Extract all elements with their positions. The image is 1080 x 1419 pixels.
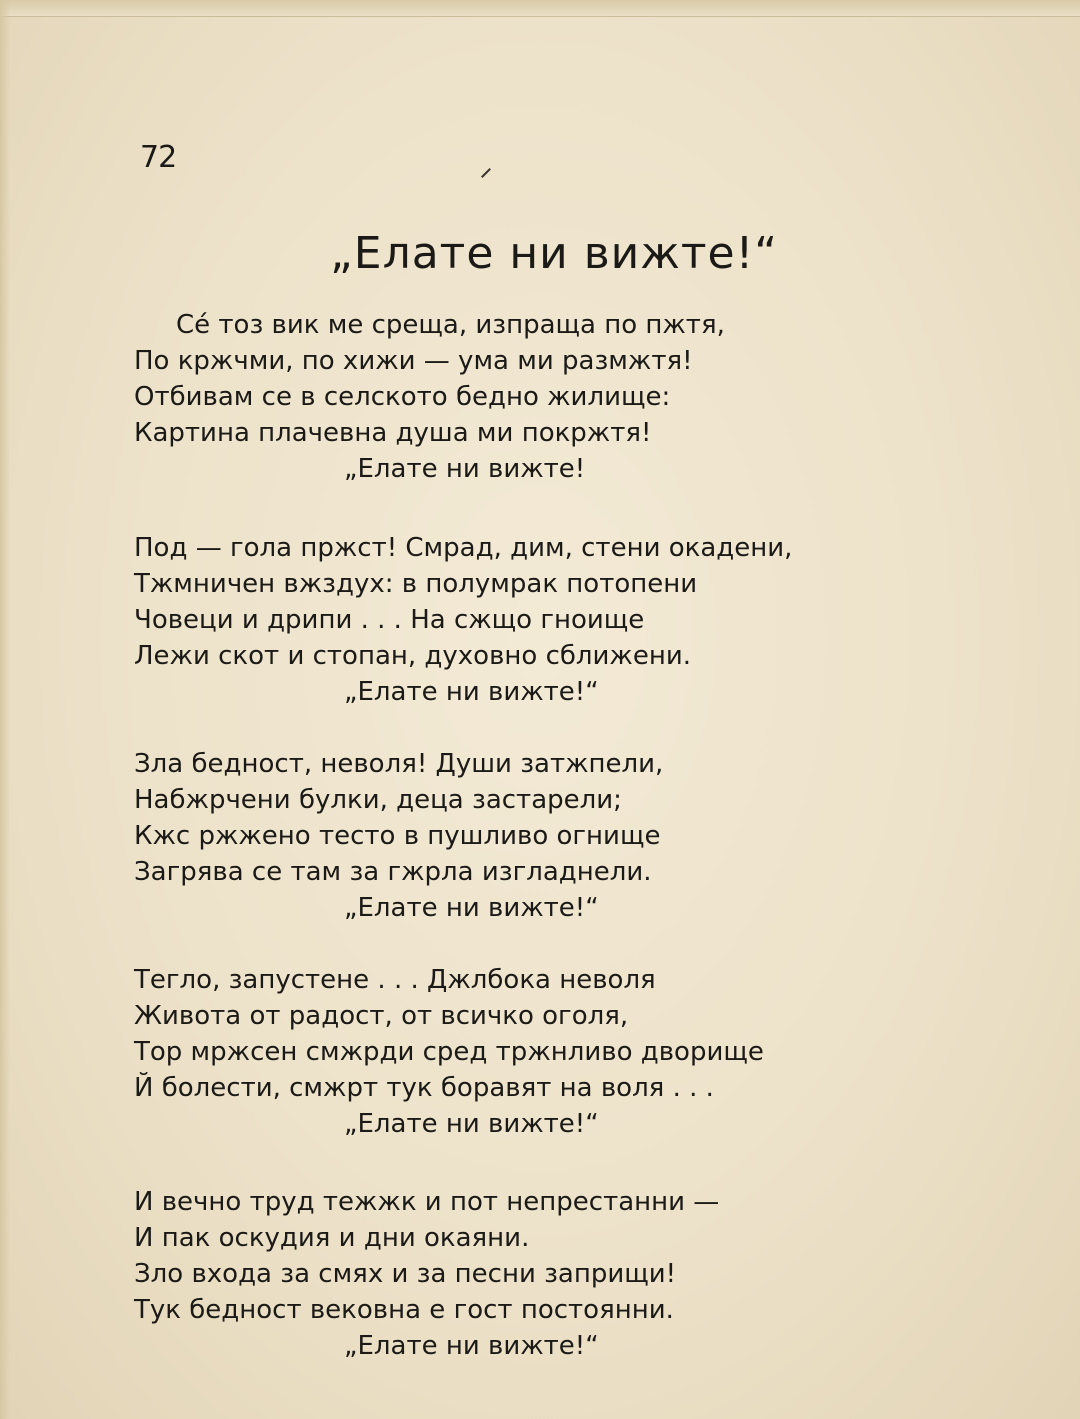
refrain-line: „Елате ни вижте!“ [344,1331,599,1361]
stanza-line: Кжс ржжено тесто в пушливо огнище [134,821,661,851]
refrain-line: „Елате ни вижте!“ [344,1109,599,1139]
stanza-line: И вечно труд тежжк и пот непрестанни — [134,1187,720,1217]
stanza-1 [134,307,1034,487]
refrain-line: „Елате ни вижте! [344,454,586,484]
poem-title: „Елате ни вижте!“ [330,228,779,279]
stanza-line: Отбивам се в селското бедно жилище: [134,382,671,412]
stanza-line: Загрява се там за гжрла изгладнели. [134,857,652,887]
stanza-line: И пак оскудия и дни окаяни. [134,1223,530,1253]
stanza-line: Зло входа за смях и за песни заприщи! [134,1259,677,1289]
stanza-line: Тжмничен вжздух: в полумрак потопени [134,569,698,599]
stanza-line: Сé тоз вик ме среща, изпраща по пжтя, [176,310,725,340]
stanza-line: Човеци и дрипи . . . На сжщо гноище [134,605,645,635]
stanza-line: Живота от радост, от всичко оголя, [134,1001,629,1031]
page-left-edge [0,0,10,1419]
stanza-2 [134,530,1034,710]
stanza-line: Под — гола пржст! Смрад, дим, стени окадени, [134,533,793,563]
stanza-4 [134,962,1034,1142]
stanza-line: Лежи скот и стопан, духовно сближени. [134,641,691,671]
stanza-line: Картина плачевна душа ми покржтя! [134,418,652,448]
stanza-line: Тор мржсен смжрди сред тржнливо дворище [134,1037,764,1067]
stanza-line: Тук бедност вековна е гост постоянни. [134,1295,674,1325]
page-number: 72 [140,140,177,175]
stanza-line: Тегло, запустене . . . Джлбока неволя [134,965,656,995]
ink-mark [481,168,491,178]
stanza-line: Набжрчени булки, деца застарели; [134,785,622,815]
stanza-line: По кржчми, по хижи — ума ми размжтя! [134,346,693,376]
refrain-line: „Елате ни вижте!“ [344,677,599,707]
page-top-edge [0,0,1080,17]
stanza-3 [134,746,1034,926]
refrain-line: „Елате ни вижте!“ [344,893,599,923]
stanza-line: Зла бедност, неволя! Души затжпели, [134,749,664,779]
stanza-5 [134,1184,1034,1364]
stanza-line: Й болести, смжрт тук боравят на воля . . . [134,1073,714,1103]
